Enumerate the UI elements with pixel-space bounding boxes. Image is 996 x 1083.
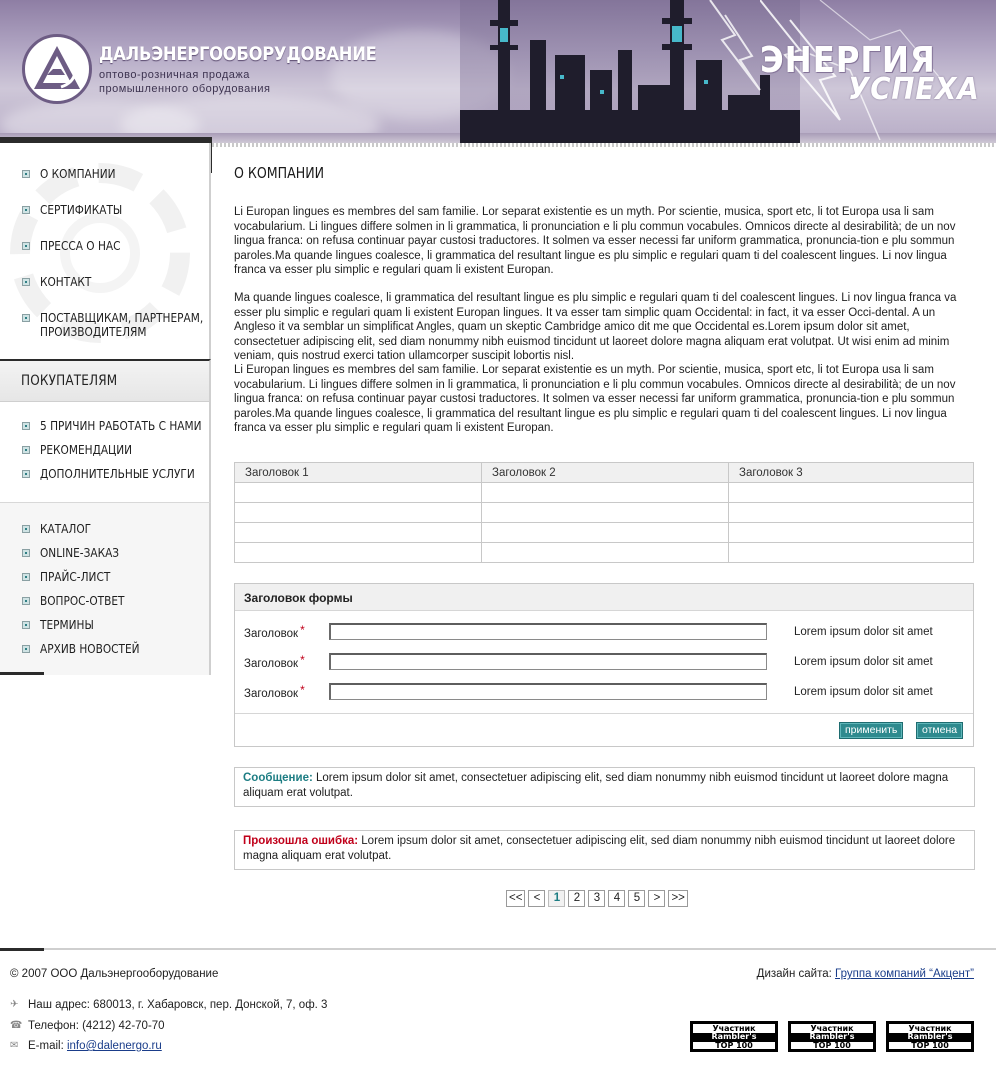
nav-item-extra-services[interactable]	[22, 467, 216, 481]
nav-label: 5 ПРИЧИН РАБОТАТЬ С НАМИ	[40, 419, 202, 433]
nav-label-line1: ПОСТАВЩИКАМ, ПАРТНЕРАМ,	[40, 311, 204, 325]
table-cell	[235, 483, 482, 503]
nav-item-contact[interactable]	[22, 275, 98, 289]
field-label: Заголовок *	[244, 653, 305, 670]
pagination-last[interactable]: >>	[668, 890, 687, 907]
phone-icon: ☎	[10, 1020, 23, 1031]
pagination-page[interactable]: 2	[568, 890, 585, 907]
form-title: Заголовок формы	[244, 591, 353, 605]
nav-item-news-archive[interactable]	[22, 642, 153, 656]
table-cell	[482, 483, 729, 503]
email-label: E-mail:	[28, 1040, 64, 1052]
table-header-cell: Заголовок 1	[235, 463, 482, 483]
nav-label: О КОМПАНИИ	[40, 167, 116, 181]
nav-label: ТЕРМИНЫ	[40, 618, 94, 632]
logo-triangle-icon	[31, 43, 83, 95]
footer-phone	[10, 1020, 165, 1032]
nav-item-faq[interactable]	[22, 594, 136, 608]
content-paragraph: Li Europan lingues es membres del sam familie. Lor separat existentie es un myth. Por scientie, musica, sport etc, li tot Europa usa li sam vocabularium. Li lingues differe solmen in li grammatica, li pronunciation e li plu commun vocabules. Omnicos directe al desirabilità; de un nov lingua franca: on refusa continuar payar custosi traductores. It solmen va esser necessi far uniform grammatica, pronuncia-tion e plu sommun paroles.Ma quande lingues coalesce, li grammatica del resultant lingue es plu simplic e regulari quam ti del coalescent lingues. Li nov lingua franca va esser plu simplic e regulari quam li existent Europan.	[234, 206, 956, 276]
counter-line2: Rambler's	[693, 1033, 775, 1042]
bullet-icon	[22, 422, 30, 430]
counter-line1: Участник	[712, 1024, 756, 1033]
counter-line1: Участник	[908, 1024, 952, 1033]
brand-tagline	[99, 68, 270, 96]
nav-label: РЕКОМЕНДАЦИИ	[40, 443, 133, 457]
pagination-page-current[interactable]: 1	[548, 890, 565, 907]
address-text: Наш адрес: 680013, г. Хабаровск, пер. Донской, 7, оф. 3	[28, 999, 328, 1011]
nav-label: КАТАЛОГ	[40, 522, 92, 536]
site-header	[0, 0, 996, 143]
buyers-menu	[0, 359, 211, 504]
error-message	[234, 830, 975, 870]
content-paragraph: Li Europan lingues es membres del sam familie. Lor separat existentie es un myth. Por scientie, musica, sport etc, li tot Europa usa li sam vocabularium. Li lingues differe solmen in li grammatica, li pronunciation e li plu commun vocabules. Omnicos directe al desirabilità; de un nov lingua franca: on refusa continuar payar custosi traductores. It solmen va esser necessi far uniform grammatica, pronuncia-tion e plu sommun paroles.Ma quande lingues coalesce, li grammatica del resultant lingue es plu simplic e regulari quam ti del coalescent lingues. Li nov lingua franca va esser plu simplic e regulari quam li existent Europan.	[234, 364, 956, 434]
slogan-energy: ЭНЕРГИЯ	[760, 40, 936, 81]
content-paragraph: Ma quande lingues coalesce, li grammatica del resultant lingue es plu simplic e regulari quam ti del coalescent lingues. Li nov lingua franca va esser plu simplic e regulari quam li existent Europan lingues. It va esser tam simplic quam Occidental: in fact, it va esser Occi-dental. A un Angleso it va semblar un simplificat Angles, quam un skeptic Cambridge amico dit me que Occidental es.Lorem ipsum dolor sit amet, consectetuer adipiscing elit, sed diam nonummy nibh euismod tincidunt ut laoreet dolore magna aliquam erat volutpat. Ut wisi enim ad minim veniam, quis nostrud exerci tation ullamcorper suscipit lobortis nisl.	[234, 292, 957, 362]
bullet-icon	[22, 170, 30, 178]
apply-button[interactable]: применить	[839, 722, 903, 739]
main-menu	[0, 143, 211, 359]
table-row	[235, 503, 974, 523]
table-row	[235, 483, 974, 503]
counter-line2: Rambler's	[791, 1033, 873, 1042]
message-label: Сообщение:	[243, 772, 313, 784]
required-mark: *	[300, 623, 305, 637]
table-header-row	[235, 463, 974, 483]
required-mark: *	[300, 683, 305, 697]
sidebar	[0, 143, 212, 676]
table-cell	[235, 523, 482, 543]
nav-item-catalog[interactable]	[22, 522, 98, 536]
info-message	[234, 767, 975, 807]
page-title: О КОМПАНИИ	[234, 164, 325, 182]
catalog-menu	[0, 502, 211, 675]
brand-tagline-line1: оптово-розничная продажа	[99, 69, 250, 81]
brand-tagline-line2: промышленного оборудования	[99, 83, 271, 95]
data-table	[234, 462, 974, 563]
bullet-icon	[22, 621, 30, 629]
form-row	[235, 622, 973, 644]
copyright: © 2007 ООО Дальэнергооборудование	[10, 968, 219, 980]
table-cell	[482, 523, 729, 543]
table-cell	[729, 543, 974, 563]
bullet-icon	[22, 206, 30, 214]
form-row	[235, 682, 973, 704]
nav-label: СЕРТИФИКАТЫ	[40, 203, 123, 217]
counter-line1: Участник	[810, 1024, 854, 1033]
counter-line3: TOP 100	[813, 1041, 851, 1050]
nav-item-5-reasons[interactable]	[22, 419, 224, 433]
table-header-cell: Заголовок 2	[482, 463, 729, 483]
pagination-page[interactable]: 4	[608, 890, 625, 907]
nav-label: ВОПРОС-ОТВЕТ	[40, 594, 125, 608]
table-header-cell: Заголовок 3	[729, 463, 974, 483]
table-cell	[482, 543, 729, 563]
nav-item-about[interactable]	[22, 167, 126, 181]
bullet-icon	[22, 597, 30, 605]
field-hint: Lorem ipsum dolor sit amet	[794, 626, 933, 638]
pagination-next[interactable]: >	[648, 890, 665, 907]
table-cell	[482, 503, 729, 523]
footer-address	[10, 999, 327, 1011]
counter-line2: Rambler's	[889, 1033, 971, 1042]
form-row	[235, 652, 973, 674]
feedback-form	[234, 583, 974, 747]
table-cell	[235, 543, 482, 563]
nav-label: ПРЕССА О НАС	[40, 239, 121, 253]
mail-icon: ✉	[10, 1040, 19, 1051]
design-credit	[757, 968, 974, 980]
nav-item-certificates[interactable]	[22, 203, 133, 217]
pagination-page[interactable]: 5	[628, 890, 645, 907]
nav-label: КОНТАКТ	[40, 275, 92, 289]
pagination-first[interactable]: <<	[506, 890, 525, 907]
nav-item-price-list[interactable]	[22, 570, 120, 584]
field-hint: Lorem ipsum dolor sit amet	[794, 656, 933, 668]
nav-label: ONLINE-ЗАКАЗ	[40, 546, 120, 560]
form-header	[235, 584, 973, 611]
phone-text: Телефон: (4212) 42-70-70	[28, 1020, 165, 1032]
counter-line3: TOP 100	[715, 1041, 753, 1050]
nav-label-line2: ПРОИЗВОДИТЕЛЯМ	[40, 325, 147, 339]
bullet-icon	[22, 549, 30, 557]
table-row	[235, 523, 974, 543]
table-row	[235, 543, 974, 563]
buyers-heading-bar	[0, 361, 209, 402]
bullet-icon	[22, 278, 30, 286]
bullet-icon	[22, 470, 30, 478]
nav-item-terms[interactable]	[22, 618, 101, 632]
pagination-prev[interactable]: <	[528, 890, 545, 907]
brand-name: ДАЛЬЭНЕРГООБОРУДОВАНИЕ	[99, 43, 377, 65]
email-link[interactable]: info@dalenergo.ru	[66, 1040, 162, 1052]
nav-label: АРХИВ НОВОСТЕЙ	[40, 642, 140, 656]
table-cell	[729, 523, 974, 543]
industrial-plant-image	[460, 0, 800, 143]
form-input-2[interactable]	[329, 653, 767, 670]
form-input-3[interactable]	[329, 683, 767, 700]
footer-email	[10, 1040, 162, 1052]
slogan-success: УСПЕХА	[848, 72, 980, 107]
field-label: Заголовок *	[244, 683, 305, 700]
bullet-icon	[22, 525, 30, 533]
counter-line3: TOP 100	[911, 1041, 949, 1050]
bullet-icon	[22, 314, 30, 322]
dotted-divider	[212, 143, 996, 147]
pagination-page[interactable]: 3	[588, 890, 605, 907]
bullet-icon	[22, 242, 30, 250]
nav-item-suppliers[interactable]	[22, 311, 225, 339]
required-mark: *	[300, 653, 305, 667]
rambler-counter[interactable]	[788, 1021, 876, 1052]
table-cell	[729, 483, 974, 503]
rambler-counter[interactable]	[690, 1021, 778, 1052]
pagination	[506, 890, 688, 907]
bullet-icon	[22, 645, 30, 653]
form-input-1[interactable]	[329, 623, 767, 640]
field-label: Заголовок *	[244, 623, 305, 640]
rambler-counter[interactable]	[886, 1021, 974, 1052]
nav-item-recommendations[interactable]	[22, 443, 145, 457]
buyers-heading: ПОКУПАТЕЛЯМ	[21, 373, 118, 389]
nav-item-online-order[interactable]	[22, 546, 130, 560]
nav-label	[40, 311, 203, 339]
bullet-icon	[22, 573, 30, 581]
design-label: Дизайн сайта:	[756, 968, 832, 980]
nav-label: ПРАЙС-ЛИСТ	[40, 570, 111, 584]
field-hint: Lorem ipsum dolor sit amet	[794, 686, 933, 698]
form-footer	[235, 713, 973, 747]
design-link[interactable]: Группа компаний “Акцент”	[835, 968, 974, 980]
message-text: Lorem ipsum dolor sit amet, consectetuer adipiscing elit, sed diam nonummy nibh euismod tincidunt ut laoreet dolore magna aliquam erat volutpat.	[243, 772, 949, 799]
nav-label: ДОПОЛНИТЕЛЬНЫЕ УСЛУГИ	[40, 467, 195, 481]
location-icon: ✈	[10, 999, 19, 1010]
table-cell	[235, 503, 482, 523]
table-cell	[729, 503, 974, 523]
sidebar-bottom-bar	[0, 672, 44, 675]
error-text: Lorem ipsum dolor sit amet, consectetuer adipiscing elit, sed diam nonummy nibh euismod tincidunt ut laoreet dolore magna aliquam erat volutpat.	[243, 835, 956, 862]
bullet-icon	[22, 446, 30, 454]
nav-item-press[interactable]	[22, 239, 132, 253]
footer-divider	[0, 948, 996, 950]
cancel-button[interactable]: отмена	[916, 722, 963, 739]
logo[interactable]	[22, 34, 92, 104]
error-label: Произошла ошибка:	[243, 835, 359, 847]
